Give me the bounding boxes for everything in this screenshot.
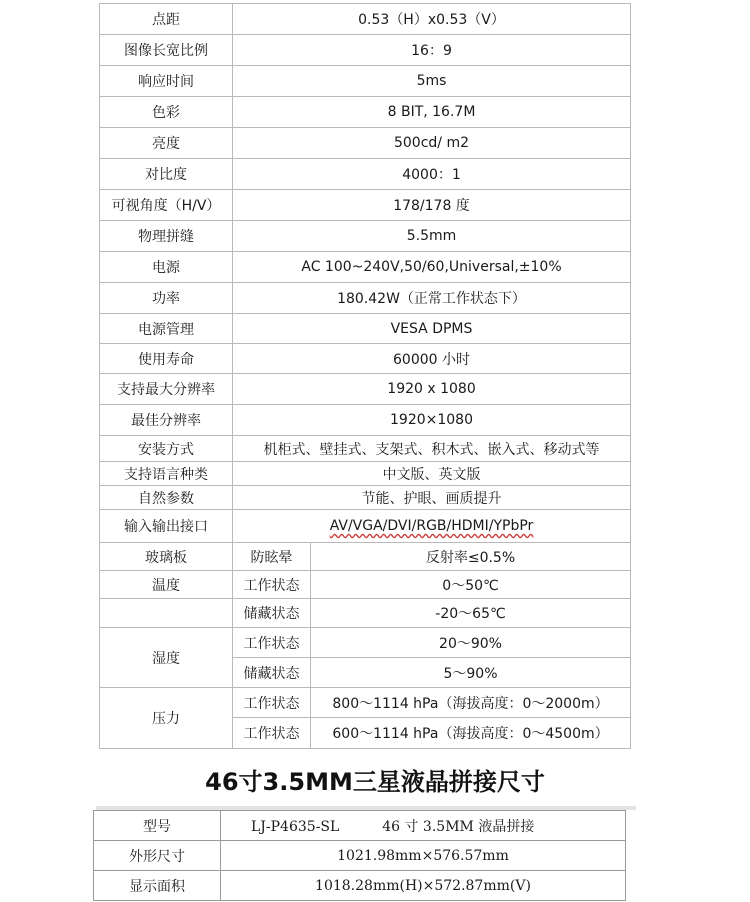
product-row — [94, 811, 626, 841]
spec-row — [100, 436, 631, 462]
product-value: 1021.98mm×576.57mm — [221, 841, 626, 871]
spec-value: VESA DPMS — [233, 314, 631, 344]
spec-row — [100, 486, 631, 510]
spec-value: 800～1114 hPa（海拔高度：0～2000m） — [311, 688, 631, 718]
spec-sublabel: 工作状态 — [233, 688, 311, 718]
spec-label: 电源管理 — [100, 314, 233, 344]
spec-sublabel: 储藏状态 — [233, 658, 311, 688]
spec-row — [100, 344, 631, 374]
spec-row-temperature-storage — [100, 599, 631, 628]
spec-label-empty — [100, 599, 233, 628]
spec-value: 0.53（H）x0.53（V） — [233, 4, 631, 35]
spec-value: 20～90% — [311, 628, 631, 658]
spec-value: 180.42W（正常工作状态下） — [233, 283, 631, 314]
spec-label: 支持最大分辨率 — [100, 374, 233, 405]
spec-label: 点距 — [100, 4, 233, 35]
spec-row-pressure — [100, 688, 631, 718]
spec-value: AC 100~240V,50/60,Universal,±10% — [233, 252, 631, 283]
spec-label: 电源 — [100, 252, 233, 283]
product-label: 外形尺寸 — [94, 841, 221, 871]
spec-label: 对比度 — [100, 159, 233, 190]
spec-label: 可视角度（H/V） — [100, 190, 233, 221]
spec-value: 5～90% — [311, 658, 631, 688]
spec-value: 1920×1080 — [233, 405, 631, 436]
spec-value: 8 BIT, 16.7M — [233, 97, 631, 128]
spec-label: 功率 — [100, 283, 233, 314]
spec-label: 亮度 — [100, 128, 233, 159]
spec-value — [233, 510, 631, 543]
spec-row — [100, 128, 631, 159]
product-title: 46寸3.5MM三星液晶拼接尺寸 — [205, 768, 545, 796]
spec-row — [100, 252, 631, 283]
spec-label: 温度 — [100, 571, 233, 599]
spec-row — [100, 35, 631, 66]
spec-value: 4000：1 — [233, 159, 631, 190]
spec-row — [100, 374, 631, 405]
spec-value: -20～65℃ — [311, 599, 631, 628]
spec-sublabel: 工作状态 — [233, 571, 311, 599]
spec-table — [99, 3, 631, 749]
spec-sublabel: 工作状态 — [233, 628, 311, 658]
spec-value: 60000 小时 — [233, 344, 631, 374]
spec-row — [100, 462, 631, 486]
product-value — [221, 811, 626, 841]
spec-sublabel: 储藏状态 — [233, 599, 311, 628]
spec-row-humidity — [100, 628, 631, 658]
spec-row-glass — [100, 543, 631, 571]
product-value: 1018.28mm(H)×572.87mm(V) — [221, 871, 626, 901]
spec-value: 5.5mm — [233, 221, 631, 252]
spec-row — [100, 66, 631, 97]
spec-label: 物理拼缝 — [100, 221, 233, 252]
spec-value: 500cd/ m2 — [233, 128, 631, 159]
spec-label: 支持语言种类 — [100, 462, 233, 486]
spec-value: 178/178 度 — [233, 190, 631, 221]
spec-value: 节能、护眼、画质提升 — [233, 486, 631, 510]
spec-sublabel: 防眩晕 — [233, 543, 311, 571]
product-label: 显示面积 — [94, 871, 221, 901]
spec-label: 安装方式 — [100, 436, 233, 462]
spec-label: 玻璃板 — [100, 543, 233, 571]
spec-label: 响应时间 — [100, 66, 233, 97]
spec-value: 1920 x 1080 — [233, 374, 631, 405]
spec-sublabel: 工作状态 — [233, 718, 311, 749]
spec-label: 湿度 — [100, 628, 233, 688]
spec-row — [100, 97, 631, 128]
product-row — [94, 871, 626, 901]
spec-row — [100, 190, 631, 221]
spec-row — [100, 405, 631, 436]
spec-value: 机柜式、壁挂式、支架式、积木式、嵌入式、移动式等 — [233, 436, 631, 462]
spec-row — [100, 510, 631, 543]
interface-list: AV/VGA/DVI/RGB/HDMI/YPbPr — [329, 518, 534, 534]
spec-value: 中文版、英文版 — [233, 462, 631, 486]
spec-row — [100, 314, 631, 344]
spec-label: 输入输出接口 — [100, 510, 233, 543]
spec-label: 图像长宽比例 — [100, 35, 233, 66]
model-number: LJ-P4635-SL — [251, 818, 340, 835]
product-row — [94, 841, 626, 871]
spec-label: 自然参数 — [100, 486, 233, 510]
spec-label: 色彩 — [100, 97, 233, 128]
spec-value: 5ms — [233, 66, 631, 97]
spec-row — [100, 283, 631, 314]
spec-value: 反射率≤0.5% — [311, 543, 631, 571]
spec-row — [100, 221, 631, 252]
spec-row-temperature — [100, 571, 631, 599]
spec-label: 使用寿命 — [100, 344, 233, 374]
spec-row — [100, 159, 631, 190]
spec-value: 0～50℃ — [311, 571, 631, 599]
spec-label: 压力 — [100, 688, 233, 749]
product-label: 型号 — [94, 811, 221, 841]
product-table — [93, 810, 626, 901]
spec-value: 600～1114 hPa（海拔高度：0～4500m） — [311, 718, 631, 749]
spec-label: 最佳分辨率 — [100, 405, 233, 436]
spec-row — [100, 4, 631, 35]
spec-value: 16：9 — [233, 35, 631, 66]
model-description: 46 寸 3.5MM 液晶拼接 — [382, 818, 535, 835]
